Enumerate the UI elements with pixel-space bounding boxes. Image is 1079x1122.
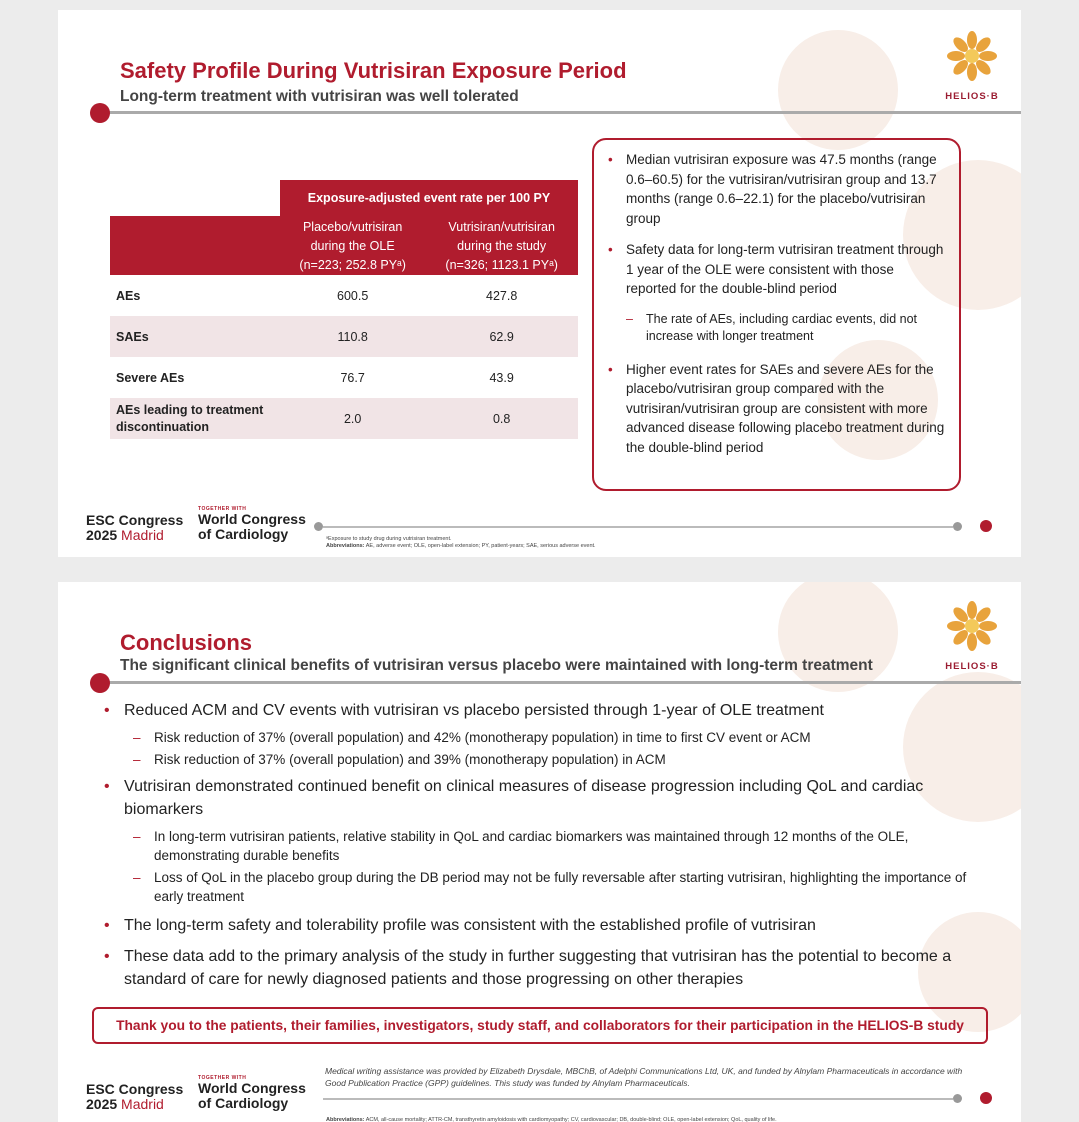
accent-dot <box>90 103 110 123</box>
footer-line <box>323 526 953 528</box>
conclusions-list <box>98 699 978 997</box>
sub-bullet: – The rate of AEs, including cardiac events, did not increase with longer treatment <box>606 311 945 346</box>
abbreviations: Abbreviations: AE, adverse event; OLE, open-label extension; PY, patient-years; SAE, serious adverse event. <box>326 543 596 549</box>
writing-assistance-note: Medical writing assistance was provided by Elizabeth Drysdale, MBChB, of Adelphi Communications Ltd, UK, and funded by Alnylam Pharmaceuticals in accordance with Good Publication Practice (GPP) guidelines. This study was funded by Alnylam Pharmaceuticals. <box>325 1066 963 1088</box>
table-row: SAEs 110.8 62.9 <box>110 316 578 357</box>
footer-dot <box>953 1094 962 1103</box>
divider <box>98 111 1021 114</box>
table-row: AEs leading to treatment discontinuation 2.0 0.8 <box>110 398 578 439</box>
footer-dot <box>953 522 962 531</box>
sun-icon <box>944 598 1000 654</box>
sub-bullet: – In long-term vutrisiran patients, relative stability in QoL and cardiac biomarkers was maintained through 12 months of the OLE, demonstrating durable benefits <box>98 827 978 865</box>
page-subtitle: The significant clinical benefits of vutrisiran versus placebo were maintained with long-term treatment <box>120 657 873 674</box>
acknowledgement-banner: Thank you to the patients, their families, investigators, study staff, and collaborators for their participation in the HELIOS-B study <box>92 1007 988 1044</box>
sub-bullet: – Risk reduction of 37% (overall population) and 39% (monotherapy population) in ACM <box>98 750 978 769</box>
slide-safety-profile <box>58 10 1021 557</box>
bullet: • The long-term safety and tolerability profile was consistent with the established profile of vutrisiran <box>98 914 978 937</box>
bullet: • Safety data for long-term vutrisiran treatment through 1 year of the OLE were consistent with those reported for the double-blind period <box>606 240 945 299</box>
slide-conclusions <box>58 582 1021 1122</box>
bullet: • Reduced ACM and CV events with vutrisiran vs placebo persisted through 1-year of OLE treatment <box>98 699 978 722</box>
key-findings-box <box>592 138 961 491</box>
abbreviations: Abbreviations: ACM, all-cause mortality; ATTR-CM, transthyretin amyloidosis with cardiomyopathy; CV, cardiovascular; DB, double-blind; OLE, open-label extension; QoL, quality of life. <box>326 1117 777 1122</box>
page-title: Safety Profile During Vutrisiran Exposure Period <box>120 58 627 83</box>
footer-dot-red <box>980 520 992 532</box>
decor-circle <box>778 582 898 692</box>
footnote: ᵃExposure to study drug during vutrisiran treatment. <box>326 536 452 542</box>
page-title: Conclusions <box>120 630 253 655</box>
col-header-placebo: Placebo/vutrisiran during the OLE (n=223; 252.8 PYᵃ) <box>280 216 425 275</box>
table-header: Exposure-adjusted event rate per 100 PY <box>280 180 578 216</box>
page-subtitle: Long-term treatment with vutrisiran was well tolerated <box>120 88 519 105</box>
world-congress-logo: TOGETHER WITH World Congress of Cardiology <box>198 1075 306 1111</box>
sun-icon <box>944 28 1000 84</box>
esc-congress-logo: ESC Congress 2025 Madrid <box>86 512 184 543</box>
accent-dot <box>90 673 110 693</box>
table-row: AEs 600.5 427.8 <box>116 288 518 303</box>
bullet: • Vutrisiran demonstrated continued benefit on clinical measures of disease progression including QoL and cardiac biomarkers <box>98 775 978 821</box>
decor-circle <box>778 30 898 150</box>
divider <box>98 681 1021 684</box>
sub-bullet: – Risk reduction of 37% (overall population) and 42% (monotherapy population) in time to first CV event or ACM <box>98 728 978 747</box>
footer-line <box>323 1098 953 1100</box>
footer-dot-red <box>980 1092 992 1104</box>
logo-text: HELIOS·B <box>945 661 999 672</box>
col-header-vutrisiran: Vutrisiran/vutrisiran during the study (n=326; 1123.1 PYᵃ) <box>425 216 578 275</box>
bullet: • These data add to the primary analysis of the study in further suggesting that vutrisiran has the potential to become a standard of care for newly diagnosed patients and those progressing on other therapies <box>98 945 978 991</box>
world-congress-logo: TOGETHER WITH World Congress of Cardiology <box>198 506 306 542</box>
table-row: Severe AEs 76.7 43.9 <box>116 370 514 385</box>
event-rate-table <box>110 180 578 439</box>
bullet: • Higher event rates for SAEs and severe AEs for the placebo/vutrisiran group compared with the vutrisiran/vutrisiran group are consistent with more advanced disease following placebo treatment during the double-blind period <box>606 360 945 458</box>
esc-congress-logo: ESC Congress 2025 Madrid <box>86 1081 184 1112</box>
logo-text: HELIOS·B <box>945 91 999 102</box>
helios-b-logo <box>941 598 1003 672</box>
bullet: • Median vutrisiran exposure was 47.5 months (range 0.6–60.5) for the vutrisiran/vutrisiran group and 13.7 months (range 0.6–22.1) for the placebo/vutrisiran group <box>606 150 945 228</box>
sub-bullet: – Loss of QoL in the placebo group during the DB period may not be fully reversable after starting vutrisiran, highlighting the importance of early treatment <box>98 868 978 906</box>
helios-b-logo <box>941 28 1003 102</box>
footer-dot <box>314 522 323 531</box>
